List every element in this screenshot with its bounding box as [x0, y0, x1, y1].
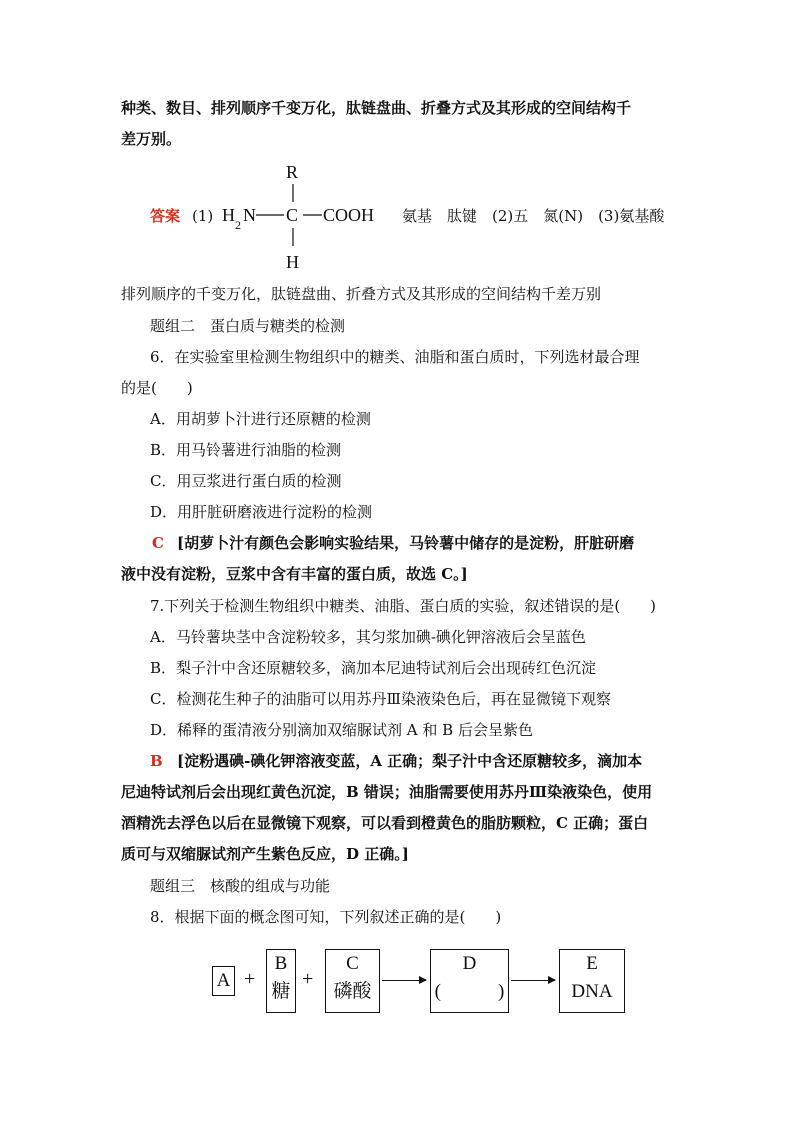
diagram-plus-2: +: [302, 968, 314, 990]
q7-option-a: A．马铃薯块茎中含淀粉较多，其匀浆加碘-碘化钾溶液后会呈蓝色: [150, 628, 586, 646]
q7-answer: B: [150, 752, 163, 770]
formula-c: C: [286, 205, 299, 225]
diagram-box-c-top: C: [346, 953, 359, 974]
diagram-box-a-label: A: [216, 970, 231, 991]
diagram-box-b-top: B: [274, 953, 288, 974]
group-2-title: 题组二 蛋白质与糖类的检测: [150, 317, 346, 335]
answer-label: 答案: [150, 207, 181, 225]
q6-explanation-1: [胡萝卜汁有颜色会影响实验结果，马铃薯中储存的是淀粉，肝脏研磨: [177, 534, 635, 552]
diagram-box-e: [559, 949, 625, 1013]
q7-option-c: C．检测花生种子的油脂可以用苏丹Ⅲ染液染色后，再在显微镜下观察: [150, 690, 611, 708]
diagram-box-a: [212, 966, 235, 996]
q7-option-b: B．梨子汁中含还原糖较多，滴加本尼迪特试剂后会出现砖红色沉淀: [150, 659, 597, 677]
formula-r-group: R: [286, 162, 299, 182]
answer-line-2: 排列顺序的千变万化，肽链盘曲、折叠方式及其形成的空间结构千差万别: [121, 285, 602, 303]
q6-option-b: B．用马铃薯进行油脂的检测: [150, 441, 342, 459]
amino-acid-structural-formula: [222, 162, 402, 272]
diagram-box-c-bottom: 磷酸: [333, 981, 372, 1002]
q7-option-d: D．稀释的蛋清液分别滴加双缩脲试剂 A 和 B 后会呈紫色: [150, 721, 533, 739]
q7-explanation-4: 质可与双缩脲试剂产生紫色反应，D 正确。]: [121, 845, 409, 863]
intro-line-2: 差万别。: [121, 130, 182, 148]
q6-option-c: C．用豆浆进行蛋白质的检测: [150, 472, 342, 490]
formula-h: H: [222, 205, 235, 225]
diagram-arrow-1: [382, 980, 426, 981]
diagram-box-b: [266, 949, 296, 1013]
formula-h-bottom: H: [286, 252, 299, 272]
q6-stem-1: 6．在实验室里检测生物组织中的糖类、油脂和蛋白质时，下列选材最合理: [150, 348, 640, 366]
q7-explanation-2: 尼迪特试剂后会出现红黄色沉淀，B 错误；油脂需要使用苏丹Ⅲ染液染色，使用: [121, 783, 653, 801]
q6-stem-2: 的是( ): [121, 379, 193, 397]
diagram-box-d-bottom: ( ): [434, 981, 505, 1002]
q7-explanation-3: 酒精洗去浮色以后在显微镜下观察，可以看到橙黄色的脂肪颗粒，C 正确；蛋白: [121, 814, 649, 832]
group-3-title: 题组三 核酸的组成与功能: [150, 877, 331, 895]
diagram-box-e-top: E: [586, 953, 598, 974]
q6-explanation-2: 液中没有淀粉，豆浆中含有丰富的蛋白质，故选 C。]: [121, 565, 468, 583]
formula-cooh: COOH: [323, 205, 375, 225]
q6-option-d: D．用肝脏研磨液进行淀粉的检测: [150, 503, 373, 521]
diagram-box-c: [325, 949, 380, 1013]
answer-rest: 氨基 肽键 (2)五 氮(N) (3)氨基酸: [402, 207, 665, 225]
answer-part-1: (1): [192, 207, 214, 225]
formula-subscript-2: 2: [235, 218, 241, 232]
diagram-box-d: [430, 949, 509, 1013]
q6-option-a: A．用胡萝卜汁进行还原糖的检测: [150, 410, 371, 428]
q6-answer: C: [152, 534, 164, 552]
diagram-box-e-bottom: DNA: [571, 981, 613, 1002]
formula-n: N: [243, 205, 256, 225]
diagram-plus-1: +: [244, 968, 256, 990]
q7-explanation-1: [淀粉遇碘-碘化钾溶液变蓝，A 正确；梨子汁中含还原糖较多，滴加本: [177, 752, 643, 770]
intro-line-1: 种类、数目、排列顺序千变万化，肽链盘曲、折叠方式及其形成的空间结构千: [121, 99, 632, 117]
diagram-arrow-2: [511, 980, 555, 981]
diagram-box-d-top: D: [462, 953, 477, 974]
diagram-box-b-bottom: 糖: [271, 981, 291, 1002]
q8-stem: 8．根据下面的概念图可知，下列叙述正确的是( ): [150, 908, 502, 926]
q7-stem: 7.下列关于检测生物组织中糖类、油脂、蛋白质的实验，叙述错误的是( ): [150, 597, 657, 615]
